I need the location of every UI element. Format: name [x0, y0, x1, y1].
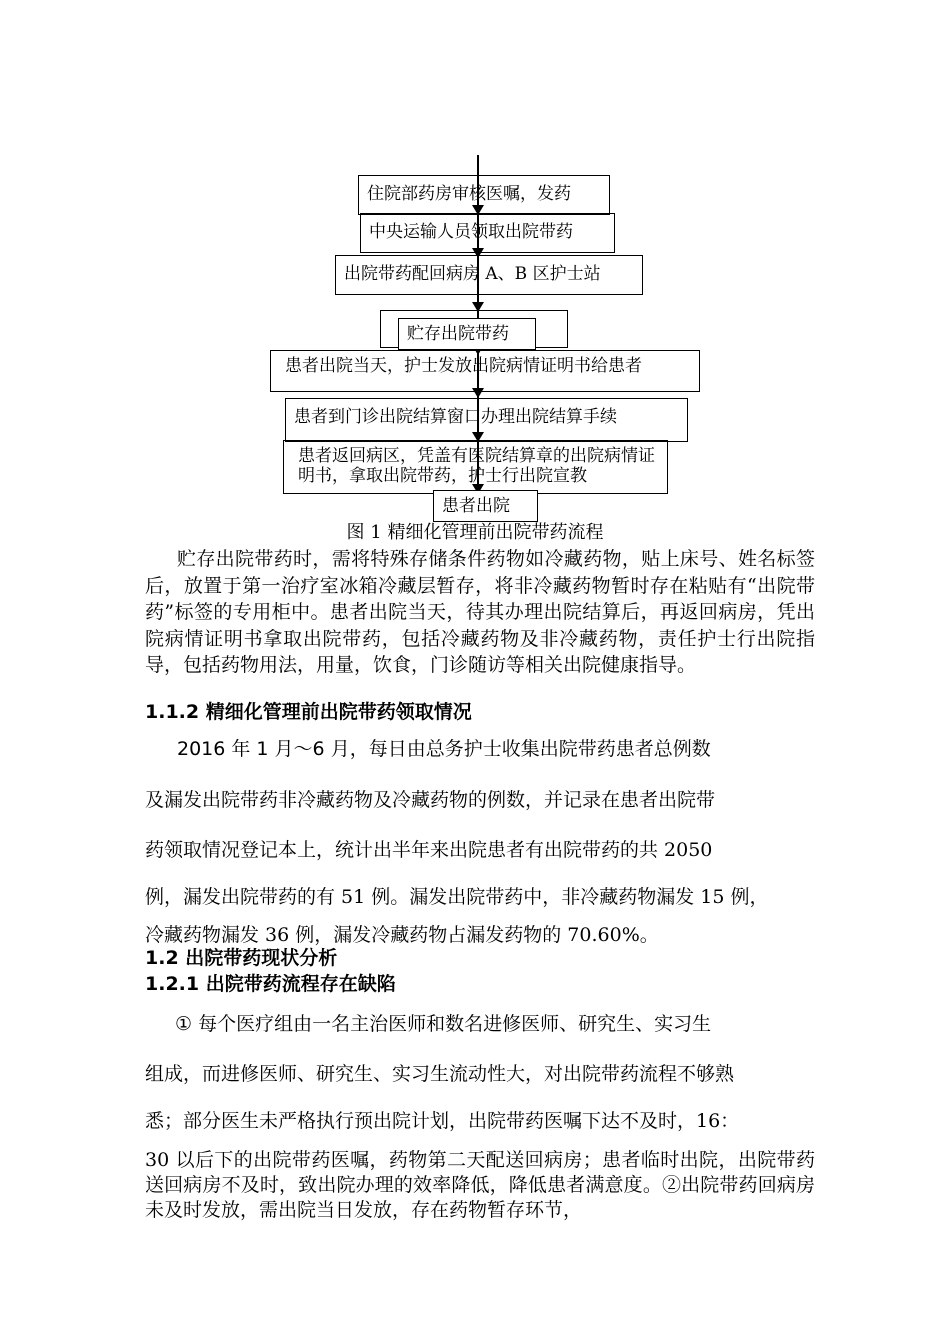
heading-1-1-2: 1.1.2 精细化管理前出院带药领取情况	[145, 701, 472, 723]
flow-step-8: 患者出院	[433, 490, 538, 522]
text-line: 药领取情况登记本上，统计出半年来出院患者有出院带药的共 2050	[145, 839, 713, 861]
text-line: 例，漏发出院带药的有 51 例。漏发出院带药中，非冷藏药物漏发 15 例，	[145, 886, 769, 908]
heading-1-2: 1.2 出院带药现状分析	[145, 947, 338, 969]
paragraph-defects: 30 以后下的出院带药医嘱，药物第二天配送回病房；患者临时出院，出院带药送回病房不及时，致出院办理的效率降低，降低患者满意度。②出院带药回病房未及时发放，需出院当日发放，存在药物暂存环节，	[145, 1149, 815, 1221]
figure-caption: 图 1 精细化管理前出院带药流程	[346, 522, 604, 543]
flow-step-2: 中央运输人员领取出院带药	[360, 213, 615, 253]
text-line: 冷藏药物漏发 36 例，漏发冷藏药物占漏发药物的 70.60%。	[145, 924, 659, 946]
heading-1-2-1: 1.2.1 出院带药流程存在缺陷	[145, 973, 396, 995]
text-line: 悉；部分医生未严格执行预出院计划，出院带药医嘱下达不及时，16：	[145, 1110, 740, 1132]
text-line: 及漏发出院带药非冷藏药物及冷藏药物的例数，并记录在患者出院带	[145, 789, 716, 811]
text-line: ① 每个医疗组由一名主治医师和数名进修医师、研究生、实习生	[175, 1013, 712, 1035]
flow-step-6: 患者到门诊出院结算窗口办理出院结算手续	[285, 398, 688, 442]
flow-step-5: 患者出院当天，护士发放出院病情证明书给患者	[270, 350, 700, 392]
flow-step-7: 患者返回病区，凭盖有医院结算章的出院病情证明书，拿取出院带药，护士行出院宣教	[283, 440, 668, 494]
flow-step-1: 住院部药房审核医嘱，发药	[358, 175, 610, 215]
text-line: 组成，而进修医师、研究生、实习生流动性大，对出院带药流程不够熟	[145, 1063, 735, 1085]
text-line: 2016 年 1 月～6 月，每日由总务护士收集出院带药患者总例数	[177, 738, 711, 760]
paragraph-storage: 贮存出院带药时，需将特殊存储条件药物如冷藏药物，贴上床号、姓名标签后，放置于第一治疗室冰箱冷藏层暂存，将非冷藏药物暂时存在粘贴有“出院带药”标签的专用柜中。患者出院当天，待其办理出院结算后，再返回病房，凭出院病情证明书拿取出院带药，包括冷藏药物及非冷藏药物，责任护士行出院指导，包括药物用法，用量，饮食，门诊随访等相关出院健康指导。	[145, 548, 815, 676]
flow-step-4: 贮存出院带药	[398, 318, 536, 350]
flow-step-3: 出院带药配回病房 A、B 区护士站	[335, 255, 643, 295]
